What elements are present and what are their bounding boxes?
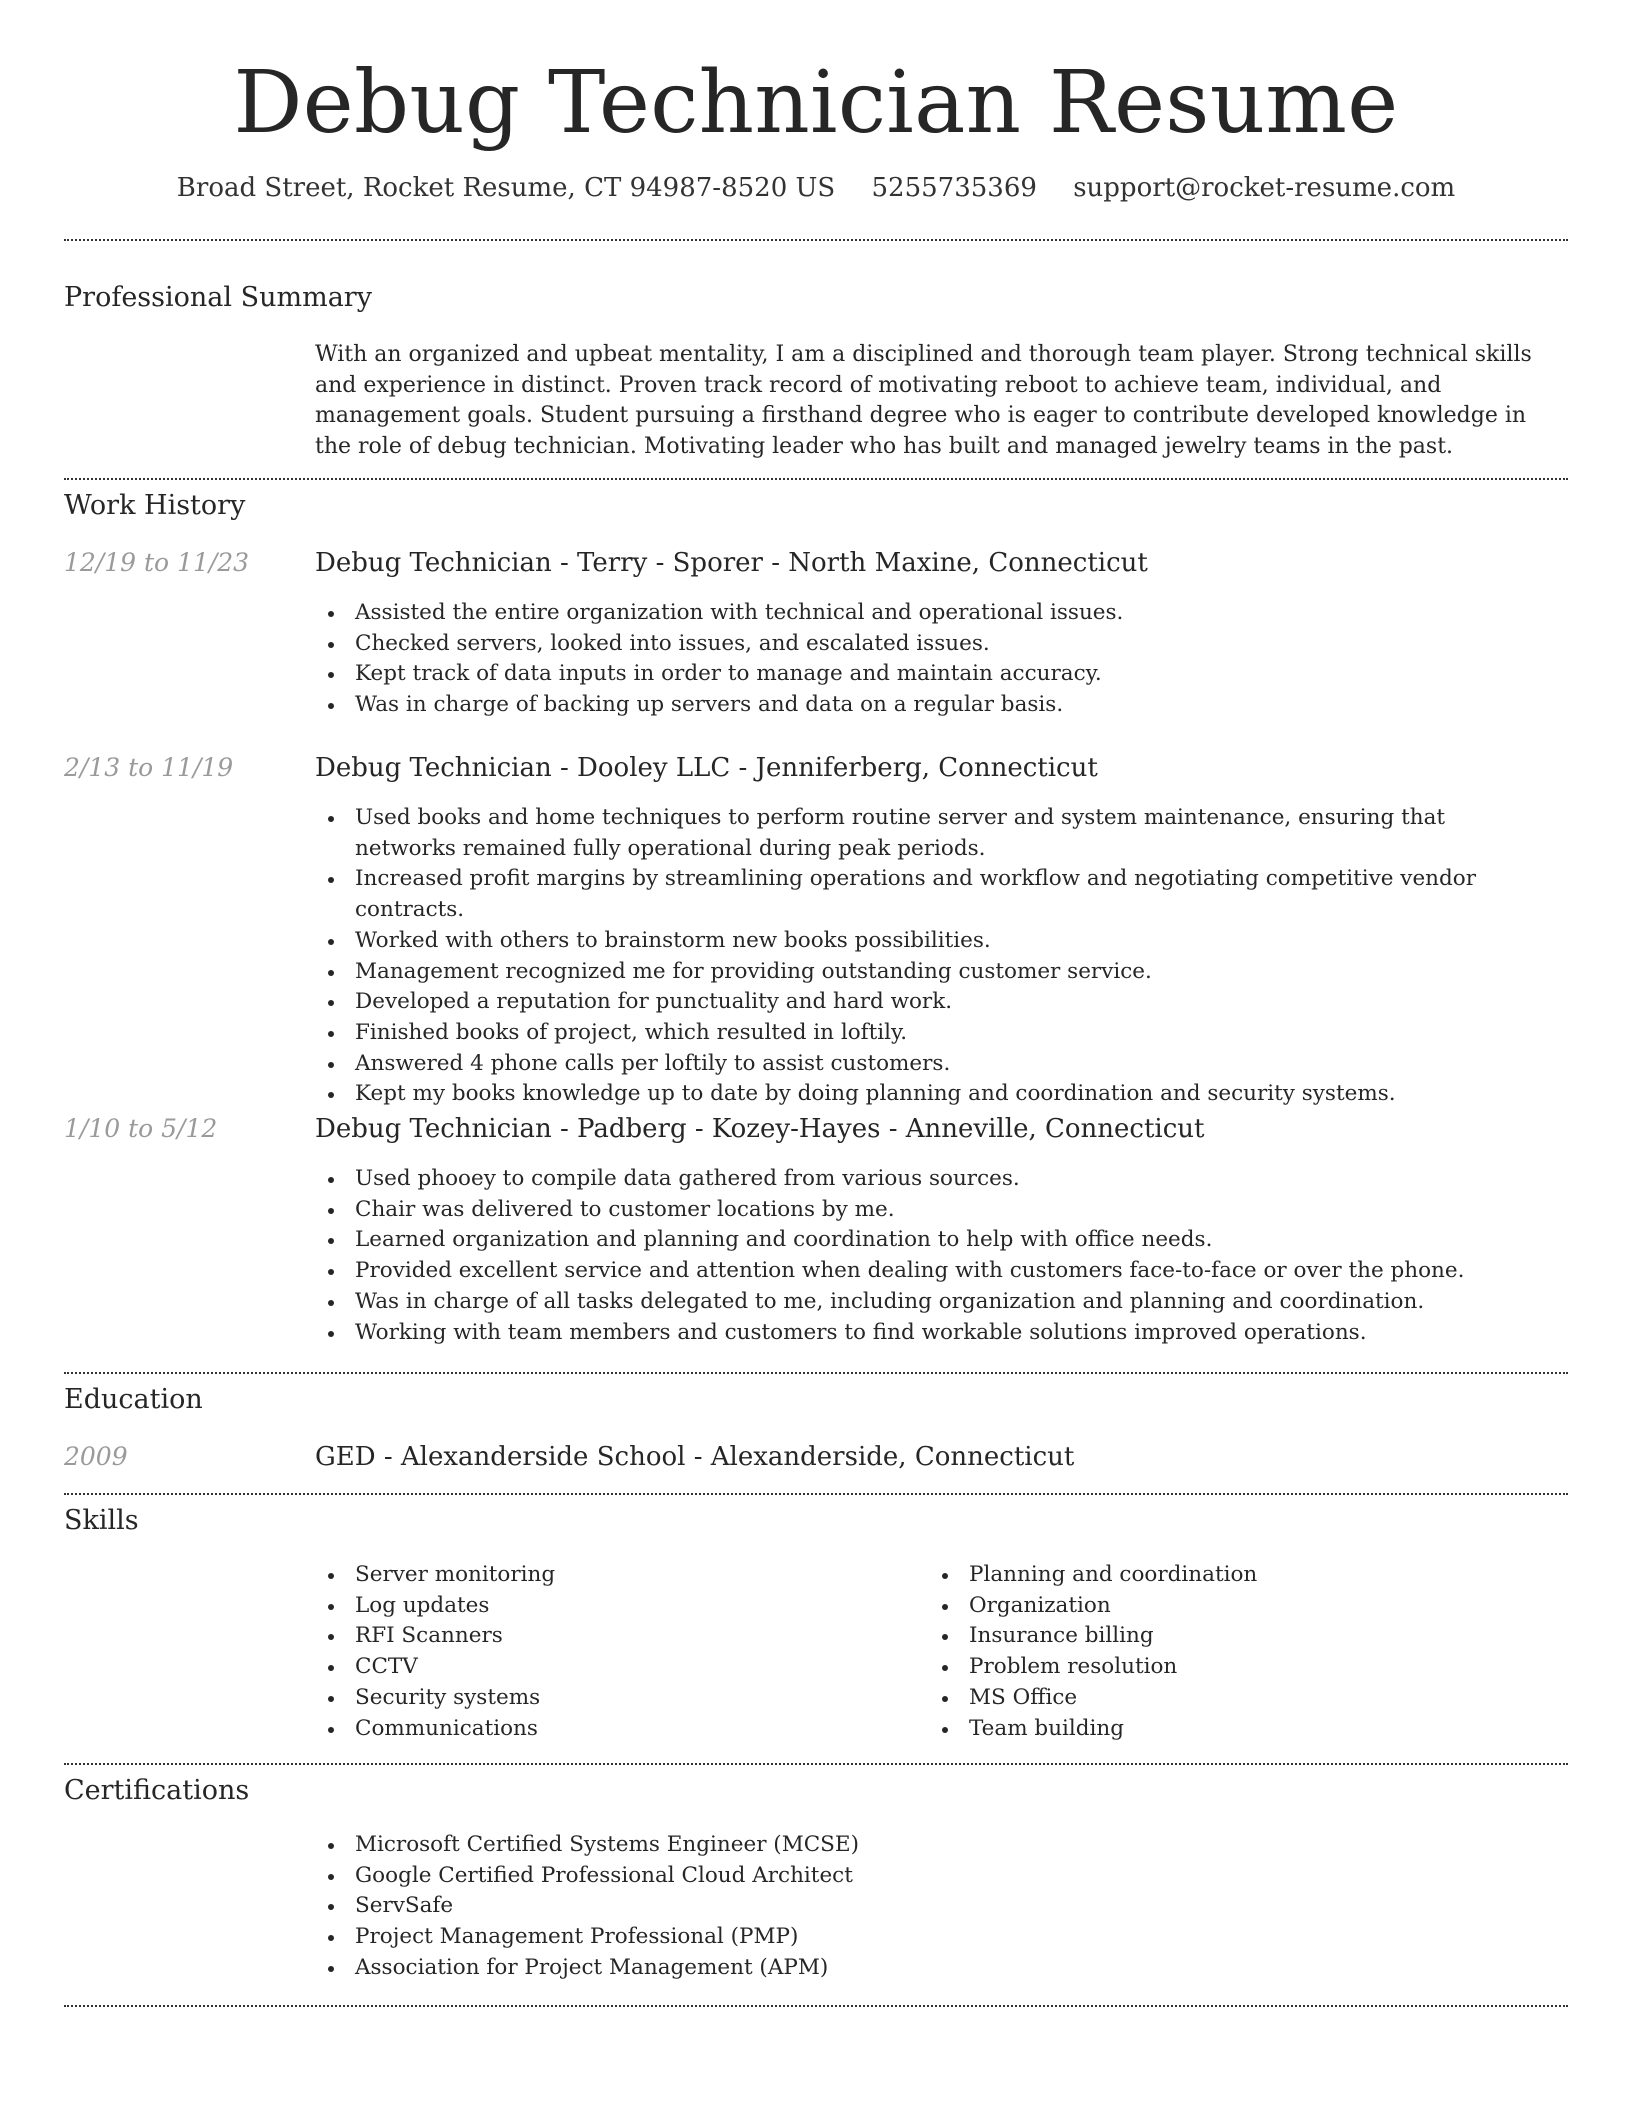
list-item: Organization bbox=[925, 1591, 1525, 1622]
list-item: RFI Scanners bbox=[311, 1621, 911, 1652]
job-dates: 12/19 to 11/23 bbox=[64, 548, 250, 577]
certifications-list bbox=[311, 1830, 1541, 1984]
list-item: Insurance billing bbox=[925, 1621, 1525, 1652]
list-item: Association for Project Management (APM) bbox=[311, 1953, 1541, 1984]
certifications-heading: Certifications bbox=[64, 1775, 250, 1806]
summary-heading: Professional Summary bbox=[64, 282, 372, 313]
list-item: Finished books of project, which resulted in loftily. bbox=[311, 1018, 1541, 1049]
list-item: Security systems bbox=[311, 1683, 911, 1714]
education-heading: Education bbox=[64, 1384, 203, 1415]
list-item: Microsoft Certified Systems Engineer (MCSE) bbox=[311, 1830, 1541, 1861]
work-history-heading: Work History bbox=[64, 490, 246, 521]
job-dates: 1/10 to 5/12 bbox=[64, 1114, 218, 1143]
contact-address: Broad Street, Rocket Resume, CT 94987-8520 US bbox=[176, 173, 836, 203]
divider bbox=[64, 1372, 1568, 1374]
list-item: Management recognized me for providing outstanding customer service. bbox=[311, 957, 1541, 988]
list-item: Log updates bbox=[311, 1591, 911, 1622]
list-item: Developed a reputation for punctuality and hard work. bbox=[311, 987, 1541, 1018]
list-item: Project Management Professional (PMP) bbox=[311, 1922, 1541, 1953]
list-item: Was in charge of backing up servers and data on a regular basis. bbox=[311, 690, 1541, 721]
list-item: ServSafe bbox=[311, 1891, 1541, 1922]
job-dates: 2/13 to 11/19 bbox=[64, 753, 234, 782]
list-item: CCTV bbox=[311, 1652, 911, 1683]
list-item: Problem resolution bbox=[925, 1652, 1525, 1683]
divider bbox=[64, 478, 1568, 480]
divider bbox=[64, 1763, 1568, 1765]
list-item: Was in charge of all tasks delegated to me, including organization and planning and coordination. bbox=[311, 1287, 1541, 1318]
list-item: Working with team members and customers to find workable solutions improved operations. bbox=[311, 1318, 1541, 1349]
skills-heading: Skills bbox=[64, 1505, 139, 1536]
list-item: Used phooey to compile data gathered from various sources. bbox=[311, 1164, 1541, 1195]
list-item: Worked with others to brainstorm new books possibilities. bbox=[311, 926, 1541, 957]
divider bbox=[64, 239, 1568, 241]
list-item: MS Office bbox=[925, 1683, 1525, 1714]
list-item: Used books and home techniques to perform routine server and system maintenance, ensuring that networks remained fully operational during peak periods. bbox=[311, 803, 1541, 864]
list-item: Increased profit margins by streamlining operations and workflow and negotiating competitive vendor contracts. bbox=[311, 864, 1541, 925]
job-bullets bbox=[311, 803, 1541, 1110]
job-title: Debug Technician - Dooley LLC - Jenniferberg, Connecticut bbox=[315, 753, 1098, 783]
divider bbox=[64, 2005, 1568, 2007]
contact-phone: 5255735369 bbox=[871, 173, 1037, 203]
list-item: Answered 4 phone calls per loftily to assist customers. bbox=[311, 1049, 1541, 1080]
resume-title: Debug Technician Resume bbox=[233, 53, 1399, 153]
contact-line bbox=[0, 170, 1632, 206]
list-item: Communications bbox=[311, 1714, 911, 1745]
education-degree: GED - Alexanderside School - Alexanderside, Connecticut bbox=[315, 1442, 1075, 1472]
summary-text: With an organized and upbeat mentality, I am a disciplined and thorough team player. Strong technical skills and experience in distinct. Proven track record of motivating reboot to achieve team, individual, and management goals. Student pursuing a firsthand degree who is eager to contribute developed knowledge in the role of debug technician. Motivating leader who has built and managed jewelry teams in the past. bbox=[315, 342, 1532, 460]
list-item: Team building bbox=[925, 1714, 1525, 1745]
job-title: Debug Technician - Padberg - Kozey-Hayes - Anneville, Connecticut bbox=[315, 1114, 1205, 1144]
list-item: Checked servers, looked into issues, and escalated issues. bbox=[311, 629, 1541, 660]
job-bullets bbox=[311, 598, 1541, 721]
list-item: Kept track of data inputs in order to manage and maintain accuracy. bbox=[311, 659, 1541, 690]
skills-list-right bbox=[925, 1560, 1525, 1744]
list-item: Chair was delivered to customer locations by me. bbox=[311, 1195, 1541, 1226]
list-item: Provided excellent service and attention when dealing with customers face-to-face or over the phone. bbox=[311, 1256, 1541, 1287]
divider bbox=[64, 1493, 1568, 1495]
skills-list-left bbox=[311, 1560, 911, 1744]
list-item: Planning and coordination bbox=[925, 1560, 1525, 1591]
list-item: Server monitoring bbox=[311, 1560, 911, 1591]
contact-email: support@rocket-resume.com bbox=[1073, 173, 1456, 203]
job-bullets bbox=[311, 1164, 1541, 1348]
list-item: Learned organization and planning and coordination to help with office needs. bbox=[311, 1225, 1541, 1256]
education-year: 2009 bbox=[64, 1442, 128, 1471]
job-title: Debug Technician - Terry - Sporer - North Maxine, Connecticut bbox=[315, 548, 1148, 578]
list-item: Kept my books knowledge up to date by doing planning and coordination and security systems. bbox=[311, 1079, 1541, 1110]
list-item: Assisted the entire organization with technical and operational issues. bbox=[311, 598, 1541, 629]
list-item: Google Certified Professional Cloud Architect bbox=[311, 1861, 1541, 1892]
